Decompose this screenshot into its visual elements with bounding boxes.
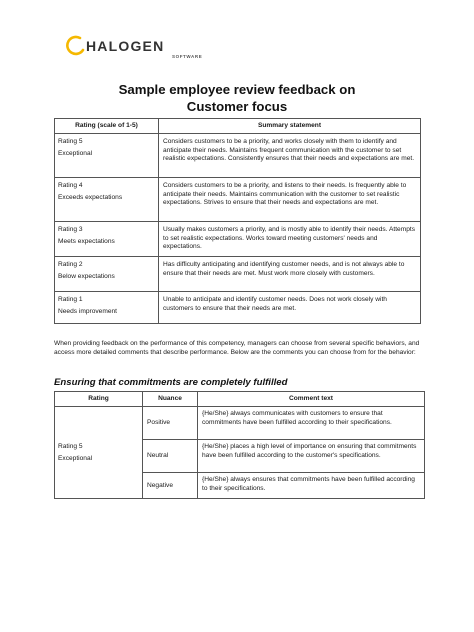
comment-cell: {He/She} places a high level of importance on ensuring that commitments have been fulfilled according to the customer's specifications. (198, 440, 425, 473)
rating-label: Exceptional (58, 454, 93, 462)
column-header-summary: Summary statement (159, 119, 421, 134)
comment-cell: {He/She} always ensures that commitments have been fulfilled according to their specifications. (198, 473, 425, 499)
nuance-cell: Positive (143, 407, 198, 440)
rating-label: Meets expectations (58, 237, 115, 245)
logo-wordmark: HALOGEN (86, 38, 165, 54)
nuance-cell: Negative (143, 473, 198, 499)
table-row (55, 222, 421, 257)
summary-statement: Considers customers to be a priority, and listens to their needs. Is frequently able to anticipate their needs. Maintains communication with the customer to set realistic expectations. Strives to ensure that their needs and expectations are met. (159, 178, 421, 222)
rating-number: Rating 4 (58, 182, 83, 189)
page-title-line-2: Customer focus (186, 99, 288, 114)
rating-cell (55, 134, 159, 178)
rating-number: Rating 1 (58, 296, 83, 303)
rating-number: Rating 2 (58, 261, 83, 268)
rating-label: Exceeds expectations (58, 193, 123, 201)
column-header-comment: Comment text (198, 392, 425, 407)
comment-table (54, 391, 425, 499)
page-title-line-1: Sample employee review feedback on (118, 82, 356, 97)
rating-number: Rating 3 (58, 226, 83, 233)
rating-label: Needs improvement (58, 307, 118, 315)
rating-label: Exceptional (58, 149, 93, 157)
table-header-row (55, 119, 421, 134)
rating-cell (55, 407, 143, 499)
rating-cell (55, 292, 159, 324)
rating-cell (55, 222, 159, 257)
table-row (55, 134, 421, 178)
halogen-logo (66, 34, 216, 64)
logo-subtext: SOFTWARE (172, 54, 203, 59)
halogen-ring-icon (66, 34, 86, 58)
summary-statement: Usually makes customers a priority, and is mostly able to identify their needs. Attempts to set realistic expectations. Works toward meeting customers' needs and expectations. (159, 222, 421, 257)
summary-statement: Has difficulty anticipating and identifying customer needs, and is not always able to ensure that their needs are met. Must work more closely with customers. (159, 257, 421, 292)
rating-cell (55, 178, 159, 222)
column-header-nuance: Nuance (143, 392, 198, 407)
rating-cell (55, 257, 159, 292)
rating-label: Below expectations (58, 272, 115, 280)
table-row (55, 292, 421, 324)
rating-number: Rating 5 (58, 442, 83, 450)
summary-statement: Considers customers to be a priority, and works closely with them to identify and anticipate their needs. Maintains frequent communication with the customer to set realistic expectations. Consistently ensures that their needs and expectations are met. (159, 134, 421, 178)
summary-statement: Unable to anticipate and identify customer needs. Does not work closely with customers to ensure that their needs are met. (159, 292, 421, 324)
behavior-heading: Ensuring that commitments are completely fulfilled (54, 377, 288, 388)
intro-paragraph: When providing feedback on the performance of this competency, managers can choose from several specific behaviors, and access more detailed comments that describe performance. Below are the comments you can choose from for the behavior: (54, 340, 420, 356)
table-header-row (55, 392, 425, 407)
comment-cell: {He/She} always communicates with customers to ensure that commitments have been fulfilled according to their specifications. (198, 407, 425, 440)
column-header-rating: Rating (scale of 1-5) (55, 119, 159, 134)
rating-number: Rating 5 (58, 138, 83, 145)
table-row (55, 178, 421, 222)
table-row (55, 257, 421, 292)
nuance-cell: Neutral (143, 440, 198, 473)
table-row (55, 407, 425, 440)
column-header-rating: Rating (55, 392, 143, 407)
rating-summary-table (54, 118, 421, 324)
